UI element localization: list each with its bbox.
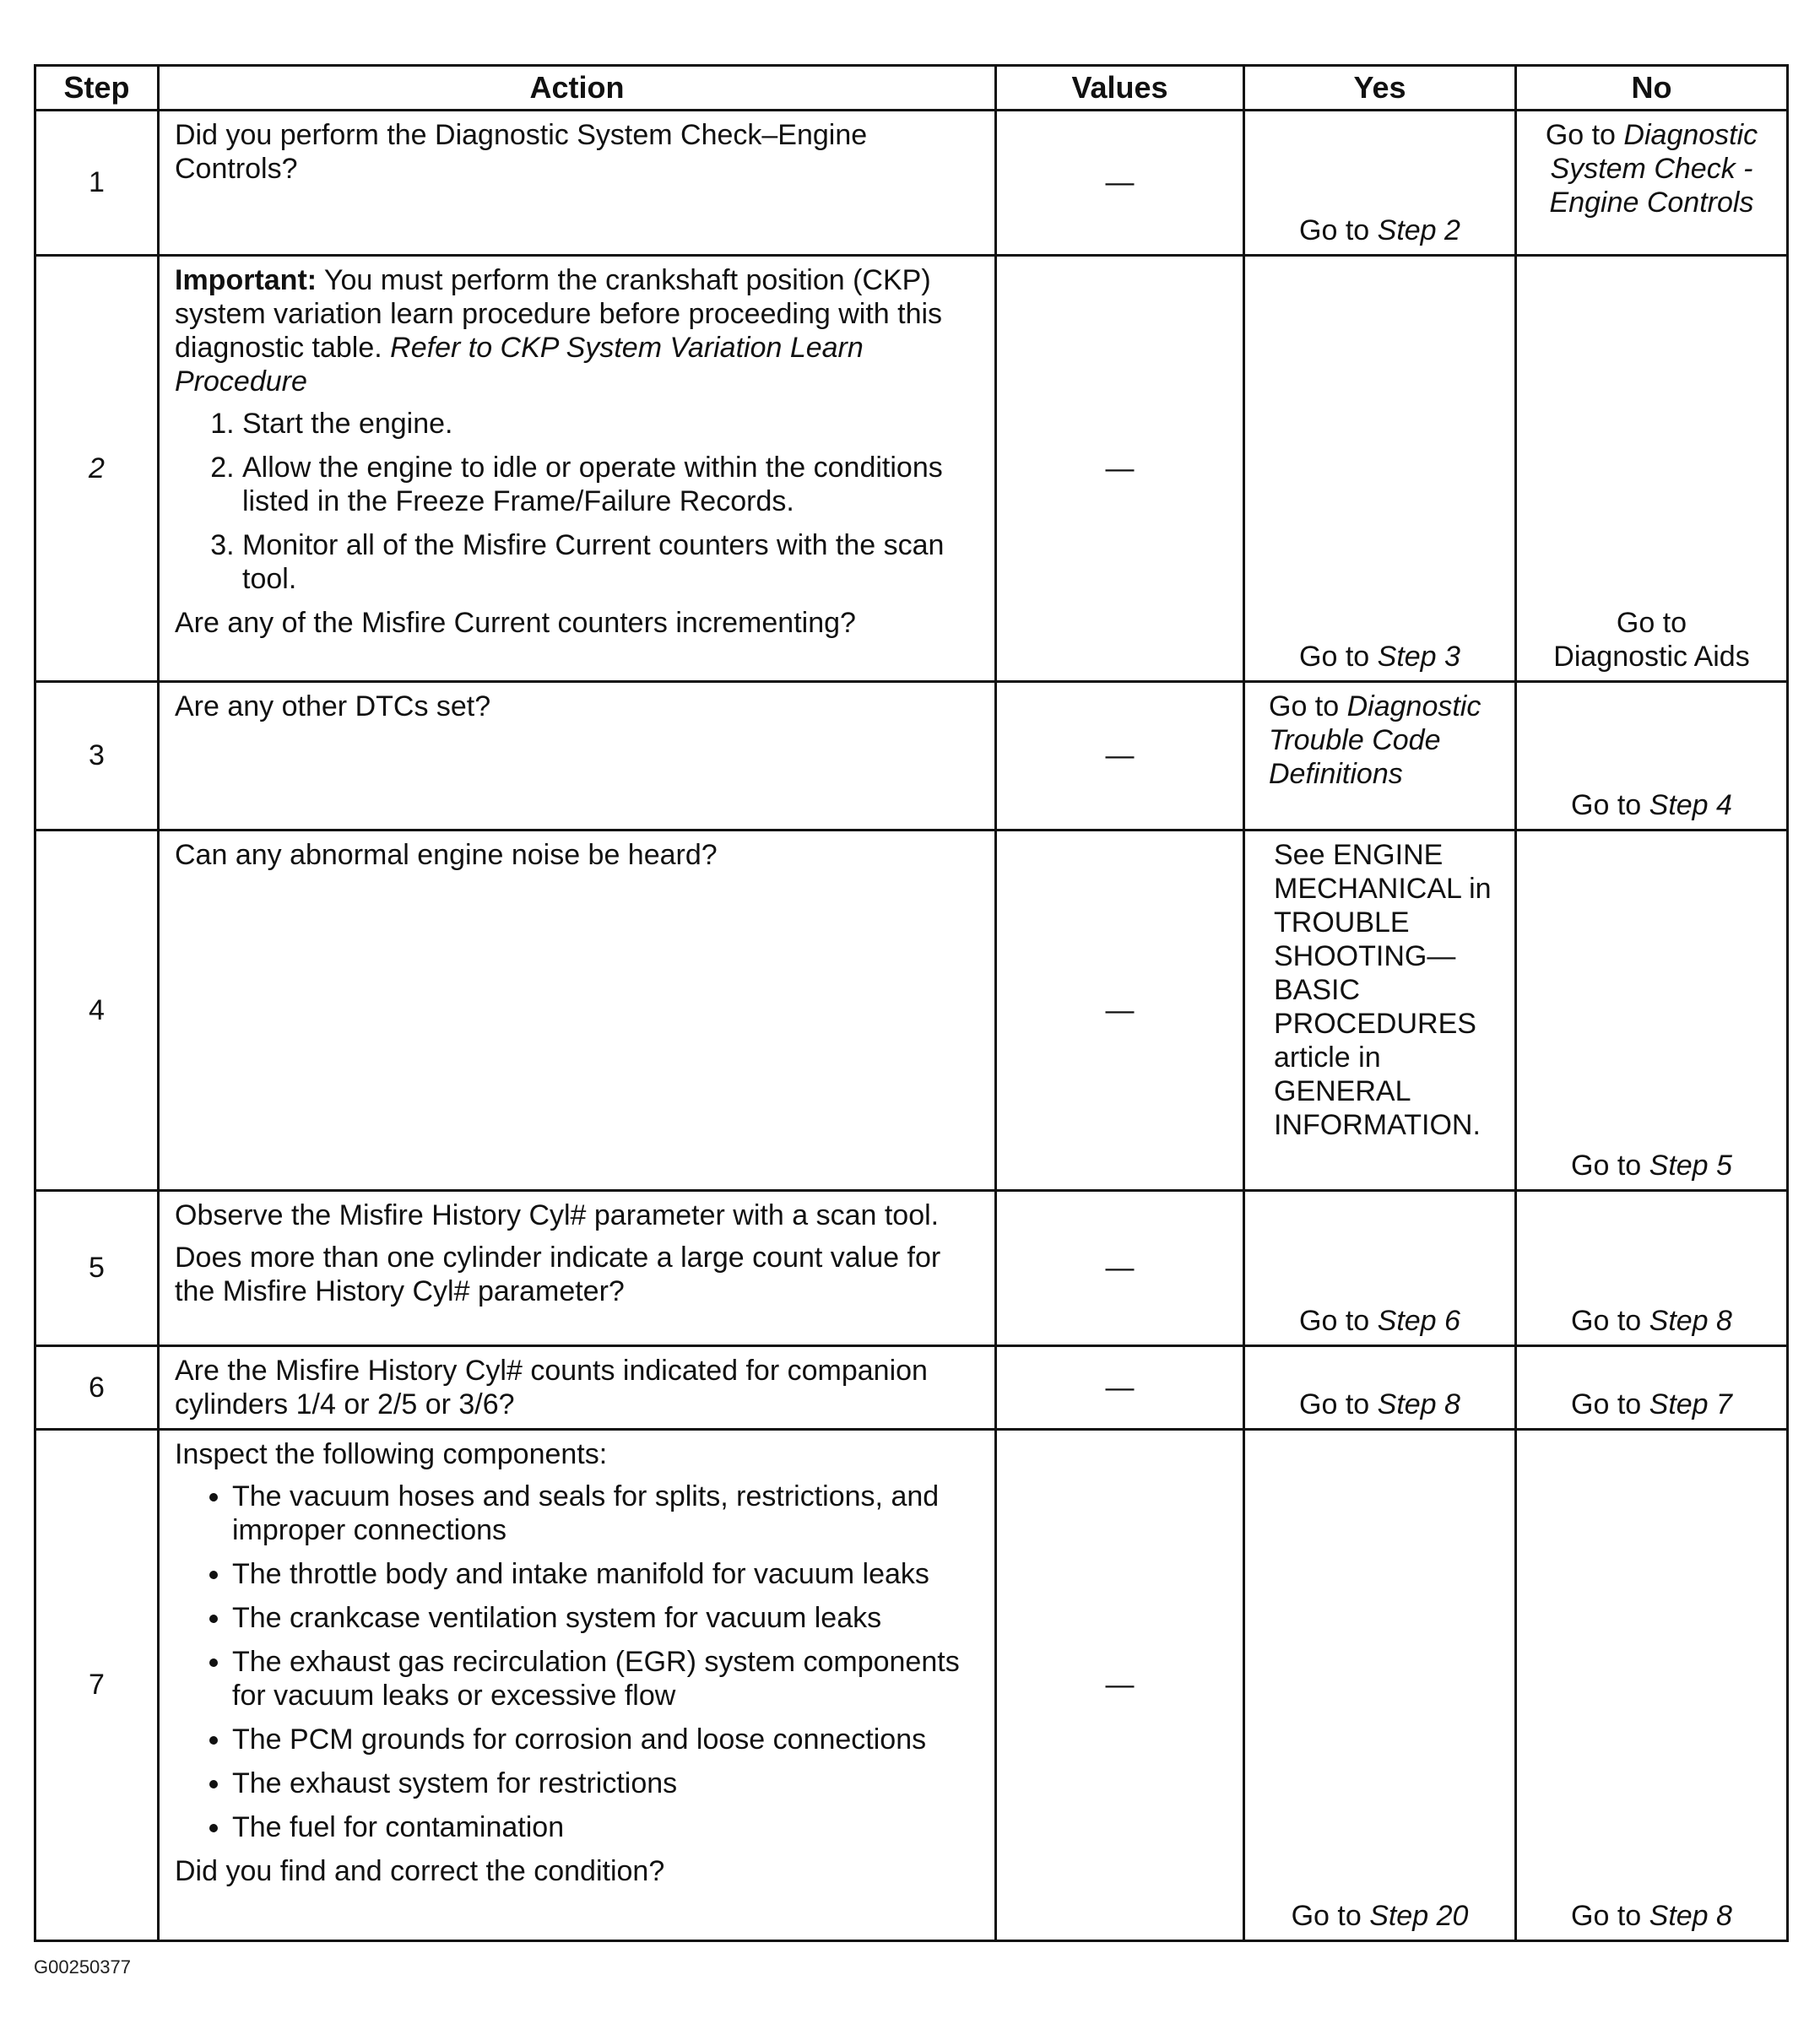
yes-reference: Go to Diagnostic Trouble Code Definitions	[1269, 690, 1481, 790]
header-values: Values	[996, 66, 1244, 111]
values-cell: —	[996, 256, 1244, 682]
procedure-step: 3. Monitor all of the Misfire Current counters with the scan tool.	[242, 528, 981, 596]
values-cell: —	[996, 682, 1244, 831]
action-cell	[159, 1346, 996, 1430]
table-row	[35, 111, 1788, 256]
yes-cell	[1244, 256, 1516, 682]
yes-cell	[1244, 831, 1516, 1191]
values-cell: —	[996, 831, 1244, 1191]
action-cell	[159, 256, 996, 682]
header-action: Action	[159, 66, 996, 111]
yes-cell	[1244, 111, 1516, 256]
no-cell	[1516, 1346, 1788, 1430]
yes-reference: Go to Step 6	[1299, 1305, 1460, 1337]
action-cell	[159, 1191, 996, 1346]
yes-cell	[1244, 1346, 1516, 1430]
action-text: Are any other DTCs set?	[175, 690, 491, 722]
no-reference: Go to Step 8	[1571, 1305, 1732, 1337]
yes-cell	[1244, 1191, 1516, 1346]
step-number: 6	[35, 1346, 159, 1430]
no-reference: Go to Step 7	[1571, 1388, 1732, 1420]
table-row	[35, 831, 1788, 1191]
values-cell: —	[996, 111, 1244, 256]
action-intro: Inspect the following components:	[175, 1438, 608, 1470]
procedure-step: 1. Start the engine.	[242, 407, 981, 441]
important-note: Important: You must perform the crankshaft position (CKP) system variation learn procedure before proceeding with this diagnostic table. Refer to CKP System Variation Learn Procedure	[175, 264, 943, 398]
action-text: Observe the Misfire History Cyl# parameter with a scan tool.	[175, 1199, 940, 1231]
diagnostic-table	[34, 64, 1789, 1942]
header-no: No	[1516, 66, 1788, 111]
step-number: 3	[35, 682, 159, 831]
table-row	[35, 682, 1788, 831]
header-row	[35, 66, 1788, 111]
figure-id-label: G00250377	[34, 1956, 131, 1978]
no-reference: Go to Diagnostic Aids	[1553, 607, 1750, 673]
table-row	[35, 1191, 1788, 1346]
no-cell	[1516, 111, 1788, 256]
inspection-list	[175, 1480, 981, 1844]
no-cell	[1516, 831, 1788, 1191]
procedure-step: 2. Allow the engine to idle or operate within the conditions listed in the Freeze Frame/Failure Records.	[242, 451, 981, 518]
yes-reference: Go to Step 3	[1299, 641, 1460, 673]
no-cell	[1516, 256, 1788, 682]
no-cell	[1516, 682, 1788, 831]
step-number: 5	[35, 1191, 159, 1346]
inspection-item: • The exhaust system for restrictions	[232, 1767, 981, 1800]
yes-cell	[1244, 682, 1516, 831]
procedure-steps	[175, 407, 981, 596]
inspection-item: • The PCM grounds for corrosion and loose connections	[232, 1723, 981, 1756]
action-cell	[159, 831, 996, 1191]
yes-reference: Go to Step 8	[1299, 1388, 1460, 1420]
action-cell	[159, 682, 996, 831]
action-text: Are the Misfire History Cyl# counts indicated for companion cylinders 1/4 or 2/5 or 3/6?	[175, 1355, 928, 1420]
values-cell: —	[996, 1191, 1244, 1346]
yes-reference: See ENGINE MECHANICAL in TROUBLE SHOOTING— BASIC PROCEDURES article in GENERAL INFORMATION.	[1274, 839, 1492, 1141]
action-text: Can any abnormal engine noise be heard?	[175, 839, 718, 871]
action-cell	[159, 1430, 996, 1941]
step-number: 4	[35, 831, 159, 1191]
values-cell: —	[996, 1430, 1244, 1941]
step-number: 2	[35, 256, 159, 682]
inspection-item: • The crankcase ventilation system for vacuum leaks	[232, 1601, 981, 1635]
inspection-item: • The vacuum hoses and seals for splits, restrictions, and improper connections	[232, 1480, 981, 1547]
inspection-item: • The throttle body and intake manifold for vacuum leaks	[232, 1557, 981, 1591]
action-question: Does more than one cylinder indicate a large count value for the Misfire History Cyl# parameter?	[175, 1242, 941, 1307]
no-reference: Go to Step 8	[1571, 1900, 1732, 1932]
values-cell: —	[996, 1346, 1244, 1430]
no-cell	[1516, 1191, 1788, 1346]
table-row	[35, 1430, 1788, 1941]
table-row	[35, 1346, 1788, 1430]
step-number: 1	[35, 111, 159, 256]
yes-reference: Go to Step 20	[1291, 1900, 1469, 1932]
step-number: 7	[35, 1430, 159, 1941]
yes-reference: Go to Step 2	[1299, 214, 1460, 246]
header-step: Step	[35, 66, 159, 111]
action-text: Did you perform the Diagnostic System Check–Engine Controls?	[175, 119, 868, 185]
action-question: Are any of the Misfire Current counters incrementing?	[175, 607, 856, 639]
yes-cell	[1244, 1430, 1516, 1941]
no-reference: Go to Step 4	[1571, 789, 1732, 821]
no-reference: Go to Step 5	[1571, 1150, 1732, 1182]
action-cell	[159, 111, 996, 256]
action-question: Did you find and correct the condition?	[175, 1855, 665, 1887]
header-yes: Yes	[1244, 66, 1516, 111]
table-row	[35, 256, 1788, 682]
no-reference: Go to Diagnostic System Check - Engine Controls	[1545, 119, 1758, 219]
inspection-item: • The fuel for contamination	[232, 1810, 981, 1844]
inspection-item: • The exhaust gas recirculation (EGR) system components for vacuum leaks or excessive flow	[232, 1645, 981, 1712]
no-cell	[1516, 1430, 1788, 1941]
